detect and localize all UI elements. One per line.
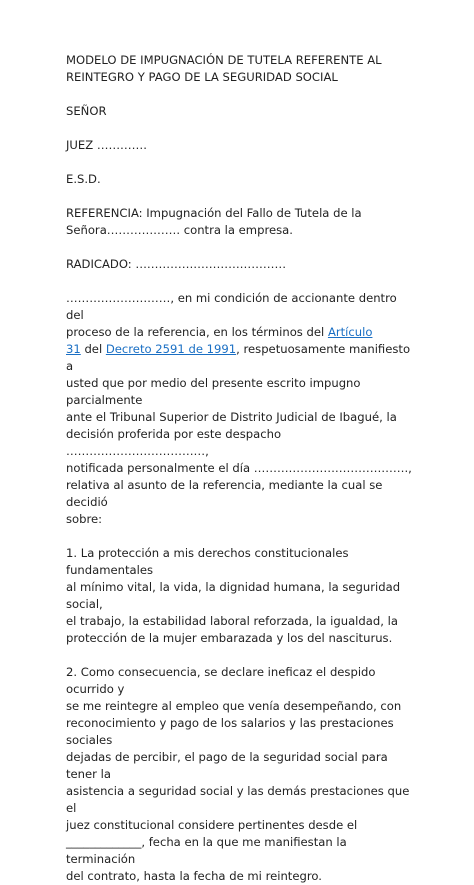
item-line: juez constitucional considere pertinentes desde el <box>66 818 358 832</box>
numbered-item-1 <box>66 545 416 647</box>
salutation-juez: JUEZ …………. <box>66 138 147 152</box>
item-line: al mínimo vital, la vida, la dignidad humana, la seguridad social, <box>66 580 401 611</box>
item-line: protección de la mujer embarazada y los del nasciturus. <box>66 631 393 645</box>
articulo-31-link-cont[interactable]: 31 <box>66 342 81 356</box>
item-line: se me reintegre al empleo que venía desempeñando, con <box>66 699 402 713</box>
document-page <box>66 52 416 885</box>
item-line: reconocimiento y pago de los salarios y las prestaciones sociales <box>66 716 394 747</box>
body-text: del <box>80 342 106 356</box>
item-line: dejadas de percibir, el pago de la seguridad social para tener la <box>66 750 388 781</box>
radicado-line: RADICADO: ………………………………… <box>66 257 287 271</box>
item-line <box>66 834 416 868</box>
item-line: del contrato, hasta la fecha de mi reintegro. <box>66 869 322 883</box>
body-line: ………………………, en mi condición de accionante dentro del <box>66 291 397 322</box>
body-line <box>66 341 416 375</box>
body-line: notificada personalmente el día …………………………………., <box>66 461 412 475</box>
item-line: 2. Como consecuencia, se declare ineficaz el despido ocurrido y <box>66 665 376 696</box>
articulo-31-link[interactable]: Artículo <box>327 325 373 339</box>
document-title-line-1: MODELO DE IMPUGNACIÓN DE TUTELA REFERENTE AL <box>66 53 382 67</box>
numbered-item-2 <box>66 664 416 885</box>
item-line: el trabajo, la estabilidad laboral reforzada, la igualdad, la <box>66 614 398 628</box>
esd-line: E.S.D. <box>66 172 101 186</box>
referencia-line-1: REFERENCIA: Impugnación del Fallo de Tutela de la <box>66 206 362 220</box>
referencia-line-2: Señora………………. contra la empresa. <box>66 223 293 237</box>
item-text: , fecha en la que me manifiestan la terminación <box>66 835 347 866</box>
date-blank: _____________ <box>66 835 142 849</box>
body-paragraph <box>66 290 416 528</box>
item-line: asistencia a seguridad social y las demás prestaciones que el <box>66 784 410 815</box>
body-text: , respetuosamente manifiesto a <box>66 342 411 373</box>
body-text: proceso de la referencia, en los términos del <box>66 325 328 339</box>
body-line: sobre: <box>66 512 103 526</box>
body-line: relativa al asunto de la referencia, mediante la cual se decidió <box>66 478 383 509</box>
body-line: decisión proferida por este despacho ………………………………, <box>66 427 282 458</box>
decreto-2591-link[interactable]: Decreto 2591 de 1991 <box>105 342 237 356</box>
body-line <box>66 324 416 341</box>
salutation-senor: SEÑOR <box>66 104 107 118</box>
document-title-line-2: REINTEGRO Y PAGO DE LA SEGURIDAD SOCIAL <box>66 70 338 84</box>
item-line: 1. La protección a mis derechos constitucionales fundamentales <box>66 546 349 577</box>
body-line: ante el Tribunal Superior de Distrito Judicial de Ibagué, la <box>66 410 397 424</box>
body-line: usted que por medio del presente escrito impugno parcialmente <box>66 376 361 407</box>
